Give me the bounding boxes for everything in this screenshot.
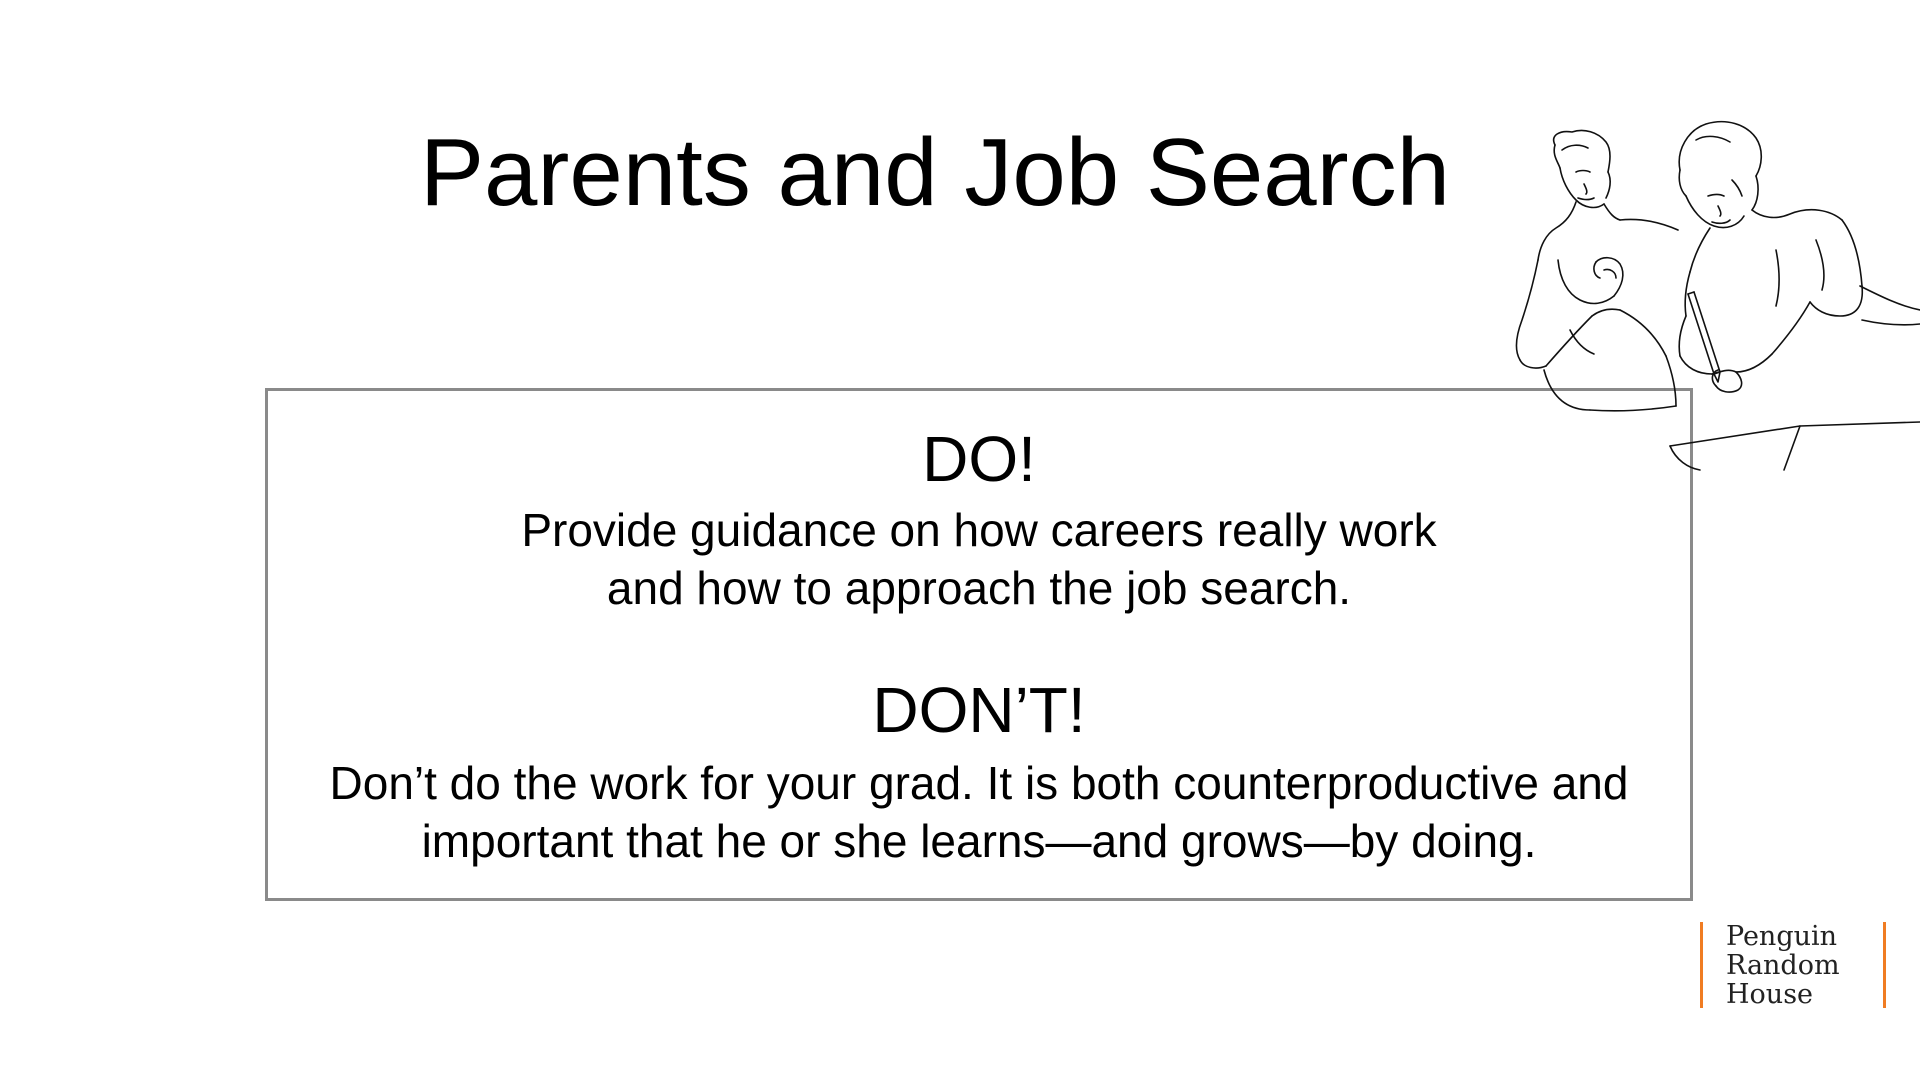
- slide-title: Parents and Job Search: [420, 119, 1450, 226]
- logo-line: House: [1726, 979, 1814, 1010]
- do-text-line: Provide guidance on how careers really work: [521, 504, 1437, 556]
- do-text-line: and how to approach the job search.: [606, 562, 1352, 614]
- logo-text: [1726, 922, 1840, 1009]
- dont-heading: DON’T!: [872, 674, 1086, 746]
- do-text: [268, 501, 1690, 617]
- logo-line: Random: [1726, 950, 1840, 981]
- logo-line: Penguin: [1726, 921, 1838, 952]
- dont-text-line: important that he or she learns—and grows—by doing.: [421, 815, 1537, 867]
- logo-accent-bar: [1700, 922, 1703, 1008]
- parent-and-grad-writing-illustration: [1480, 110, 1920, 490]
- logo-accent-bar: [1883, 922, 1886, 1008]
- dont-text: [258, 754, 1700, 870]
- penguin-random-house-logo: [1700, 922, 1886, 1008]
- dont-text-line: Don’t do the work for your grad. It is both counterproductive and: [329, 757, 1629, 809]
- do-heading: DO!: [922, 423, 1036, 495]
- do-dont-box: [265, 388, 1693, 901]
